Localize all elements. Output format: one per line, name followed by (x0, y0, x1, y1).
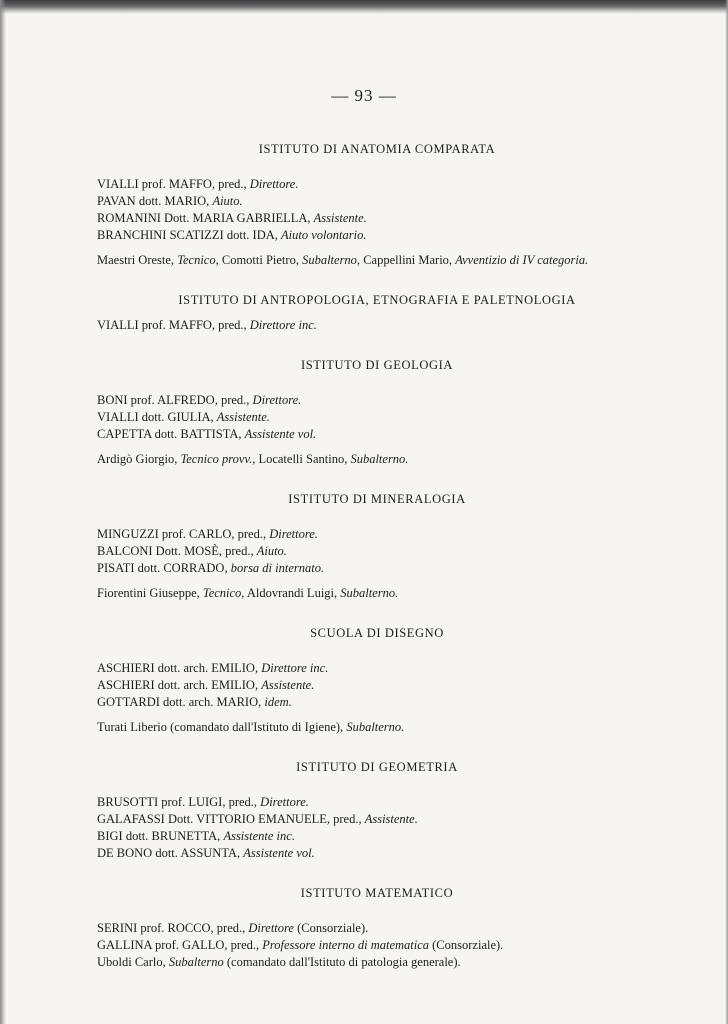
person-line: DE BONO dott. ASSUNTA, Assistente vol. (97, 846, 315, 860)
section-heading: ISTITUTO DI MINERALOGIA (288, 492, 466, 506)
person-line: VIALLI prof. MAFFO, pred., Direttore. (97, 177, 299, 191)
person-line: ROMANINI Dott. MARIA GABRIELLA, Assistente. (97, 211, 367, 225)
staff-line: Ardigò Giorgio, Tecnico provv., Locatelli Santino, Subalterno. (97, 452, 409, 466)
person-line: PISATI dott. CORRADO, borsa di internato. (97, 561, 325, 575)
section-heading: ISTITUTO DI GEOLOGIA (300, 358, 454, 372)
section-heading: SCUOLA DI DISEGNO (310, 626, 444, 640)
person-line: ASCHIERI dott. arch. EMILIO, Direttore inc. (97, 661, 329, 675)
person-line: GALLINA prof. GALLO, pred., Professore interno di matematica (Consorziale). (97, 938, 504, 952)
person-line: CAPETTA dott. BATTISTA, Assistente vol. (97, 427, 317, 441)
section-heading: ISTITUTO DI GEOMETRIA (296, 760, 458, 774)
section-heading: ISTITUTO DI ANTROPOLOGIA, ETNOGRAFIA E PALETNOLOGIA (178, 293, 576, 307)
person-line: VIALLI dott. GIULIA, Assistente. (97, 410, 270, 424)
page-number: — 93 — (331, 86, 397, 105)
person-line: GALAFASSI Dott. VITTORIO EMANUELE, pred., Assistente. (97, 812, 418, 826)
person-line: VIALLI prof. MAFFO, pred., Direttore inc. (97, 318, 317, 332)
staff-line: Maestri Oreste, Tecnico, Comotti Pietro, Subalterno, Cappellini Mario, Avventizio di IV categoria. (97, 253, 589, 267)
section-heading: ISTITUTO DI ANATOMIA COMPARATA (258, 142, 496, 156)
person-line: BIGI dott. BRUNETTA, Assistente inc. (97, 829, 295, 843)
staff-line: Fiorentini Giuseppe, Tecnico, Aldovrandi Luigi, Subalterno. (97, 586, 399, 600)
person-line: ASCHIERI dott. arch. EMILIO, Assistente. (97, 678, 315, 692)
person-line: MINGUZZI prof. CARLO, pred., Direttore. (97, 527, 318, 541)
scan-top-edge (0, 0, 728, 14)
person-line: SERINI prof. ROCCO, pred., Direttore (Consorziale). (97, 921, 369, 935)
scan-left-edge (0, 0, 6, 1024)
person-line: BRANCHINI SCATIZZI dott. IDA, Aiuto volontario. (97, 228, 367, 242)
person-line: Uboldi Carlo, Subalterno (comandato dall'Istituto di patologia generale). (97, 955, 461, 969)
page-content (97, 140, 657, 971)
person-line: BONI prof. ALFREDO, pred., Direttore. (97, 393, 302, 407)
person-line: PAVAN dott. MARIO, Aiuto. (97, 194, 243, 208)
person-line: BALCONI Dott. MOSÈ, pred., Aiuto. (97, 544, 287, 558)
person-line: BRUSOTTI prof. LUIGI, pred., Direttore. (97, 795, 309, 809)
section-heading: ISTITUTO MATEMATICO (300, 886, 454, 900)
person-line: GOTTARDI dott. arch. MARIO, idem. (97, 695, 292, 709)
staff-line: Turati Liberio (comandato dall'Istituto di Igiene), Subalterno. (97, 720, 405, 734)
